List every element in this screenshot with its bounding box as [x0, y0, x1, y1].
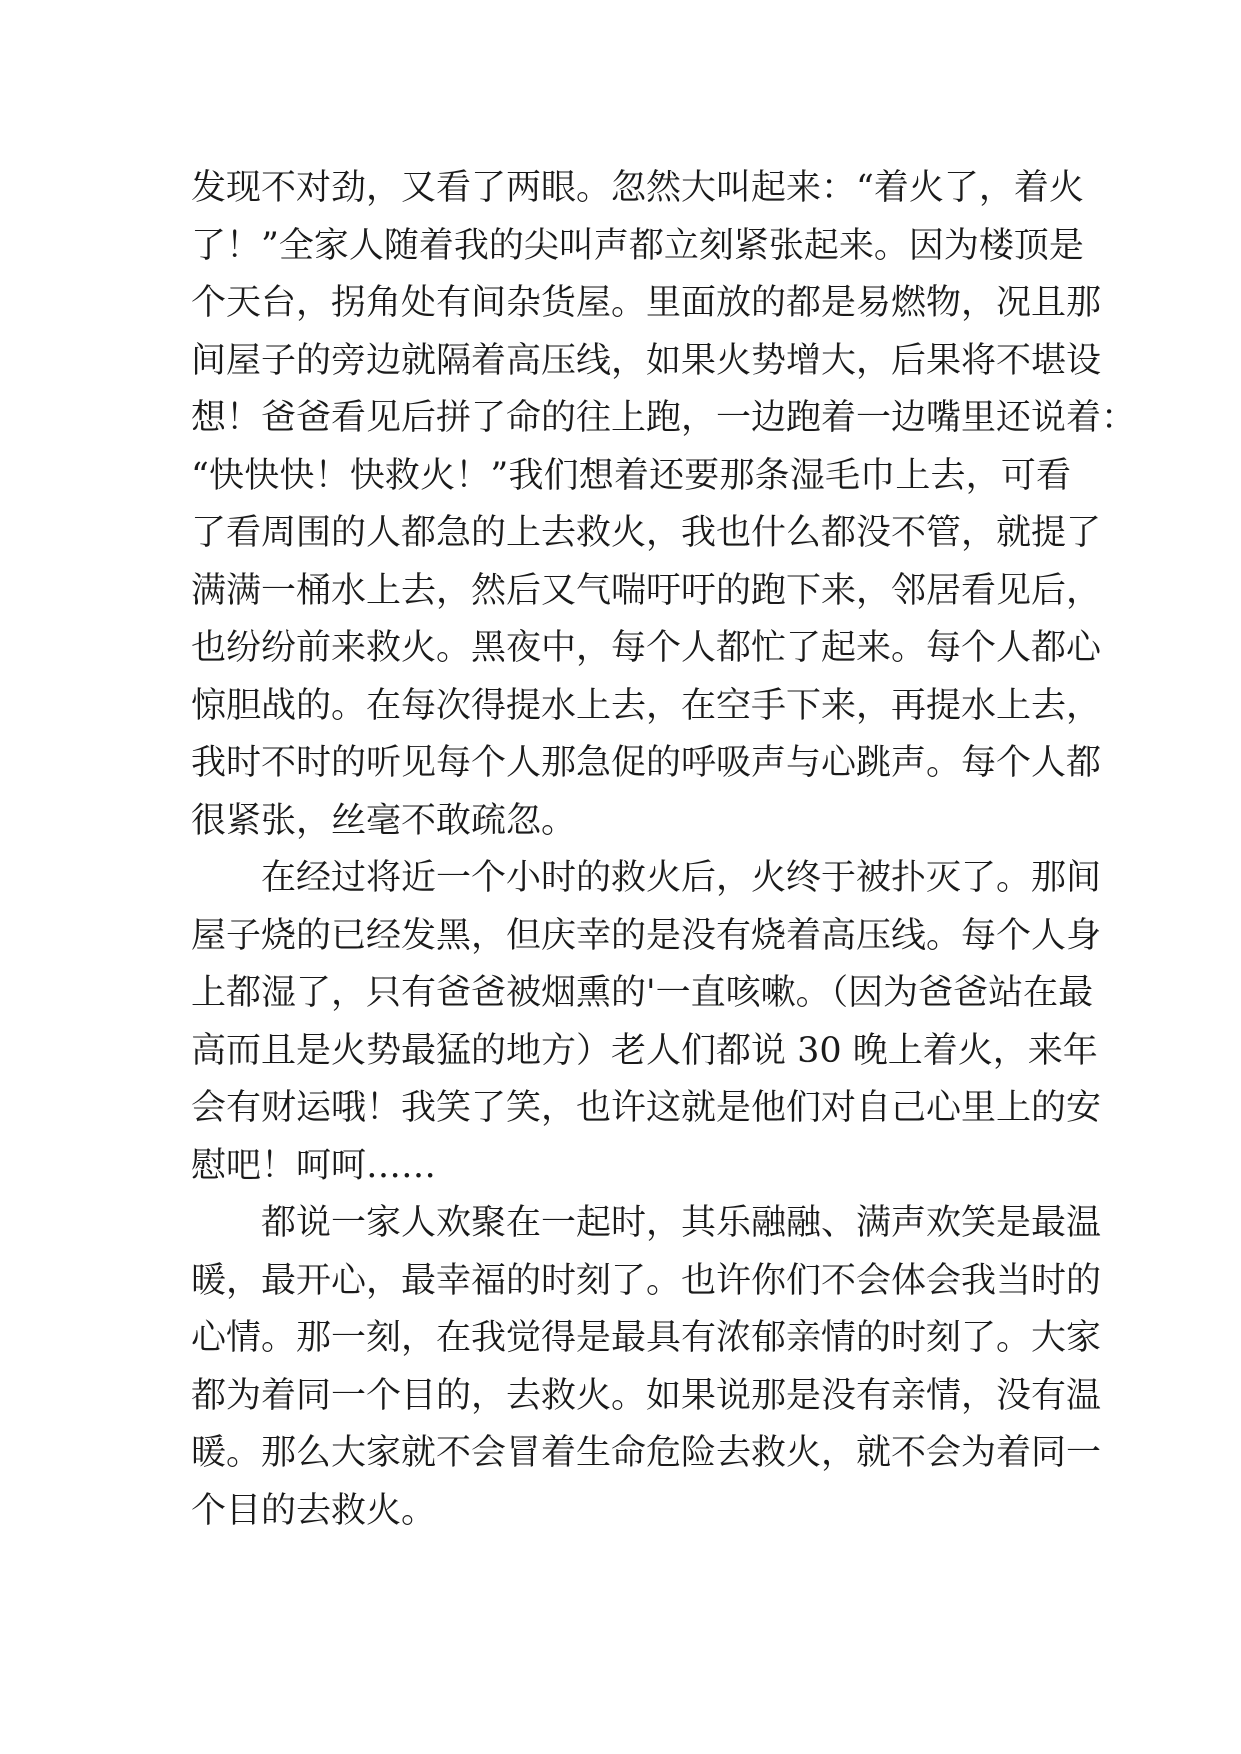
paragraph-1-line-4: 间屋子的旁边就隔着高压线，如果火势增大，后果将不堪设	[191, 340, 1102, 381]
paragraph-2-line-3: 上都湿了，只有爸爸被烟熏的'一直咳嗽。（因为爸爸站在最	[191, 973, 1094, 1013]
paragraph-3-line-2: 暖，最开心，最幸福的时刻了。也许你们不会体会我当时的	[191, 1260, 1102, 1301]
paragraph-3-line-5: 暖。那么大家就不会冒着生命危险去救火，就不会为着同一	[191, 1433, 1102, 1473]
paragraph-3-line-3: 心情。那一刻，在我觉得是最具有浓郁亲情的时刻了。大家	[191, 1318, 1102, 1358]
paragraph-2-line-1: 在经过将近一个小时的救火后，火终于被扑灭了。那间	[261, 858, 1102, 898]
paragraph-3-line-4: 都为着同一个目的，去救火。如果说那是没有亲情，没有温	[191, 1375, 1102, 1416]
paragraph-1-line-10: 惊胆战的。在每次得提水上去，在空手下来，再提水上去，	[191, 685, 1102, 726]
paragraph-3-line-1: 都说一家人欢聚在一起时，其乐融融、满声欢笑是最温	[261, 1203, 1102, 1243]
paragraph-2-line-6: 慰吧！呵呵……	[191, 1145, 437, 1186]
paragraph-1-line-3: 个天台，拐角处有间杂货屋。里面放的都是易燃物，况且那	[191, 283, 1102, 323]
paragraph-1-line-5: 想！爸爸看见后拼了命的往上跑，一边跑着一边嘴里还说着：	[191, 398, 1137, 438]
body-text	[191, 160, 1137, 1540]
paragraph-1-line-12: 很紧张，丝毫不敢疏忽。	[191, 800, 577, 841]
paragraph-1-line-1: 发现不对劲，又看了两眼。忽然大叫起来：“着火了，着火	[191, 168, 1084, 208]
paragraph-3-line-6: 个目的去救火。	[191, 1490, 437, 1531]
paragraph-1-line-2: 了！”全家人随着我的尖叫声都立刻紧张起来。因为楼顶是	[191, 225, 1084, 266]
paragraph-1-line-7: 了看周围的人都急的上去救火，我也什么都没不管，就提了	[191, 513, 1102, 553]
paragraph-2-line-5: 会有财运哦！我笑了笑，也许这就是他们对自己心里上的安	[191, 1088, 1102, 1128]
paragraph-2-line-2: 屋子烧的已经发黑，但庆幸的是没有烧着高压线。每个人身	[191, 915, 1102, 956]
paragraph-1-line-8: 满满一桶水上去，然后又气喘吁吁的跑下来，邻居看见后，	[191, 570, 1102, 611]
paragraph-1-line-9: 也纷纷前来救火。黑夜中，每个人都忙了起来。每个人都心	[191, 628, 1102, 668]
paragraph-1-line-6: “快快快！快救火！”我们想着还要那条湿毛巾上去，可看	[191, 455, 1071, 496]
paragraph-1-line-11: 我时不时的听见每个人那急促的呼吸声与心跳声。每个人都	[191, 743, 1102, 783]
paragraph-2-line-4: 高而且是火势最猛的地方）老人们都说 30 晚上着火，来年	[191, 1030, 1098, 1071]
